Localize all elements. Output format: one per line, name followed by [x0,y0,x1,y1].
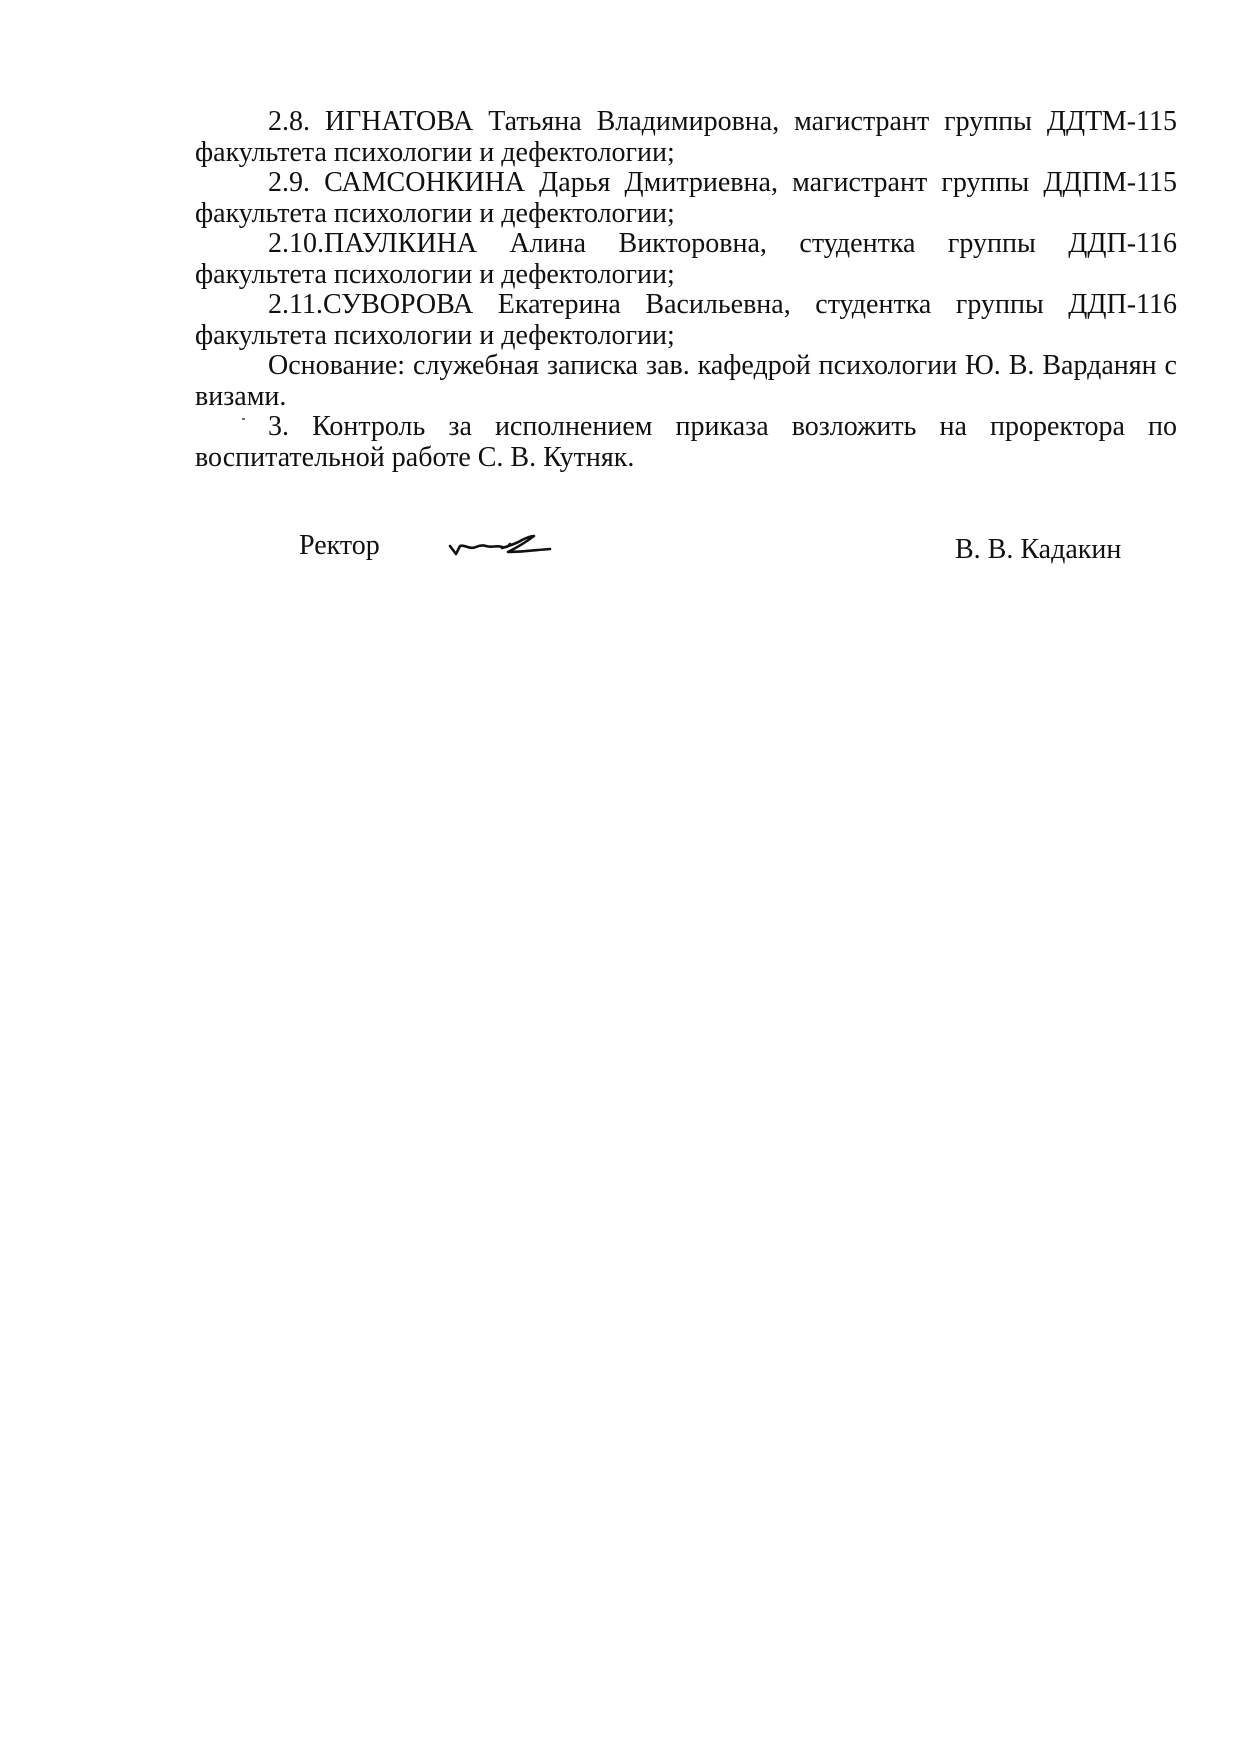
control-paragraph: 3. Контроль за исполнением приказа возложить на проректора по воспитательной работе С. В. Кутняк. [195,411,1177,473]
handwritten-signature-icon [446,532,558,568]
scan-speck [242,418,245,420]
order-item-2-9: 2.9. САМСОНКИНА Дарья Дмитриевна, магистрант группы ДДПМ-115 факультета психологии и дефектологии; [195,167,1177,229]
order-item-2-11: 2.11.СУВОРОВА Екатерина Васильевна, студентка группы ДДП-116 факультета психологии и дефектологии; [195,289,1177,351]
signatory-position: Ректор [299,530,380,561]
document-body [195,107,1177,473]
order-item-2-8: 2.8. ИГНАТОВА Татьяна Владимировна, магистрант группы ДДТМ-115 факультета психологии и дефектологии; [195,106,1177,168]
basis-paragraph: Основание: служебная записка зав. кафедрой психологии Ю. В. Варданян с визами. [195,350,1177,412]
signature-block [0,528,1240,578]
signer-name: В. В. Кадакин [955,534,1122,565]
order-item-2-10: 2.10.ПАУЛКИНА Алина Викторовна, студентка группы ДДП-116 факультета психологии и дефектологии; [195,228,1177,290]
